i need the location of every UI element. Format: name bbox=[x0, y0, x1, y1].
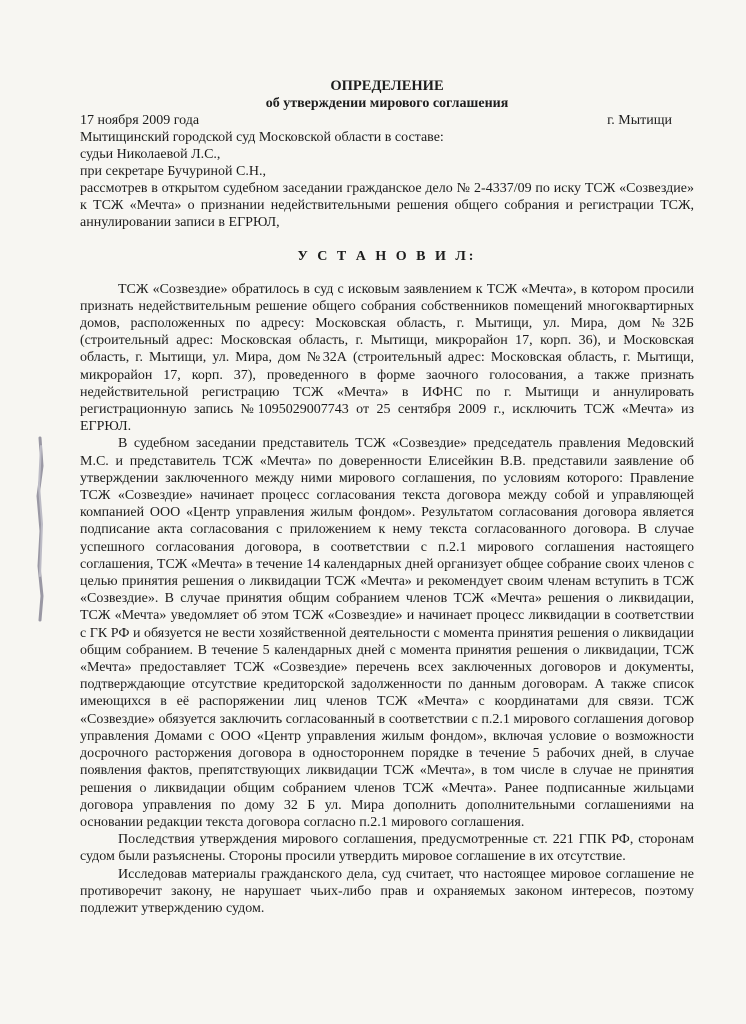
margin-pen-mark bbox=[33, 436, 47, 622]
court-line-2: судьи Николаевой Л.С., bbox=[80, 147, 221, 162]
document-subtitle: об утверждении мирового соглашения bbox=[265, 96, 509, 111]
court-line-3: при секретаре Бучуриной С.Н., bbox=[80, 164, 266, 179]
date-place-row bbox=[80, 112, 694, 129]
document-date: 17 ноября 2009 года bbox=[80, 113, 200, 128]
paragraph-court-conclusion: Исследовав материалы гражданского дела, суд считает, что настоящее мировое соглашение не противоречит закону, не нарушает чьих-либо прав и охраняемых законом интересов, поэтому подлежит утверждению судом. bbox=[80, 866, 694, 916]
court-line-1: Мытищинский городской суд Московской области в составе: bbox=[80, 130, 444, 145]
case-description: рассмотрев в открытом судебном заседании гражданское дело № 2-4337/09 по иску ТСЖ «Созвездие» к ТСЖ «Мечта» о признании недействительными решения общего собрания и регистрации ТСЖ, аннулировании записи в ЕГРЮЛ, bbox=[80, 181, 694, 231]
document-city: г. Мытищи bbox=[607, 113, 672, 128]
paragraph-claim: ТСЖ «Созвездие» обратилось в суд с исковым заявлением к ТСЖ «Мечта», в котором просили признать недействительным решение общего собрания собственников помещений многоквартирных домов, расположенных по адресу: Московская область, г. Мытищи, ул. Мира, дом №32Б (строительный адрес: Московская область, г. Мытищи, микрорайон 17, корп. 36), и Московская область, г. Мытищи, ул. Мира, дом №32А (строительный адрес: Московская область, г. Мытищи, микрорайон 17, корп. 37), проведенного в форме заочного голосования, а также признать недействительной регистрацию ТСЖ «Мечта» в ИФНС по г. Мытищи и аннулировать регистрационную запись №1095029007743 от 25 сентября 2009 г., исключить ТСЖ «Мечта» из ЕГРЮЛ. bbox=[80, 281, 694, 435]
paragraph-consequences: Последствия утверждения мирового соглашения, предусмотренные ст. 221 ГПК РФ, сторонам судом были разъяснены. Стороны просили утвердить мировое соглашение в их отсутствие. bbox=[80, 832, 694, 865]
section-heading: У С Т А Н О В И Л: bbox=[297, 248, 477, 264]
document-title: ОПРЕДЕЛЕНИЕ bbox=[330, 78, 444, 94]
paragraph-settlement-terms: В судебном заседании представитель ТСЖ «Созвездие» председатель правления Медовский М.С. и представитель ТСЖ «Мечта» по доверенности Елисейкин В.В. представили заявление об утверждении заключенного между ними мирового соглашения, по условиям которого: Правление ТСЖ «Созвездие» начинает процесс согласования текста договора между собой и управляющей компанией ООО «Центр управления жилым фондом». Результатом согласования договора является подписание акта согласования с приложением к нему текста согласованного договора. В случае успешного согласования договора, в соответствии с п.2.1 мирового соглашения настоящего соглашения, ТСЖ «Мечта» в течение 14 календарных дней организует общее собрание своих членов с целью принятия решения о ликвидации ТСЖ «Мечта» и рекомендует своим членам вступить в ТСЖ «Созвездие». В случае принятия общим собранием членов ТСЖ «Мечта» решения о ликвидации, ТСЖ «Мечта» уведомляет об этом ТСЖ «Созвездие» и начинает процесс ликвидации в соответствии с ГК РФ и обязуется не вести хозяйственной деятельности с момента принятия решения о ликвидации общим собранием. В течение 5 календарных дней с момента принятия решения о ликвидации, ТСЖ «Мечта» предоставляет ТСЖ «Созвездие» перечень всех заключенных договоров и документы, подтверждающие отсутствие кредиторской задолженности по данным договорам. А также список имеющихся в её распоряжении лиц членов ТСЖ «Мечта» с координатами для связи. ТСЖ «Созвездие» обязуется заключить согласованный в соответствии с п.2.1 мирового соглашения договор управления Домами с ООО «Центр управления жилым фондом», включая условие о возможности досрочного расторжения договора в одностороннем порядке в течение 5 рабочих дней, в случае появления фактов, препятствующих ликвидации ТСЖ «Мечта», в том числе в случае не принятия решения о ликвидации общим собранием членов ТСЖ «Мечта». Ранее подписанные жильцами договора управления по дому 32 Б ул. Мира дополнить дополнительными соглашениями на основании редакции текста договора согласно п.2.1 мирового соглашения. bbox=[80, 436, 694, 830]
